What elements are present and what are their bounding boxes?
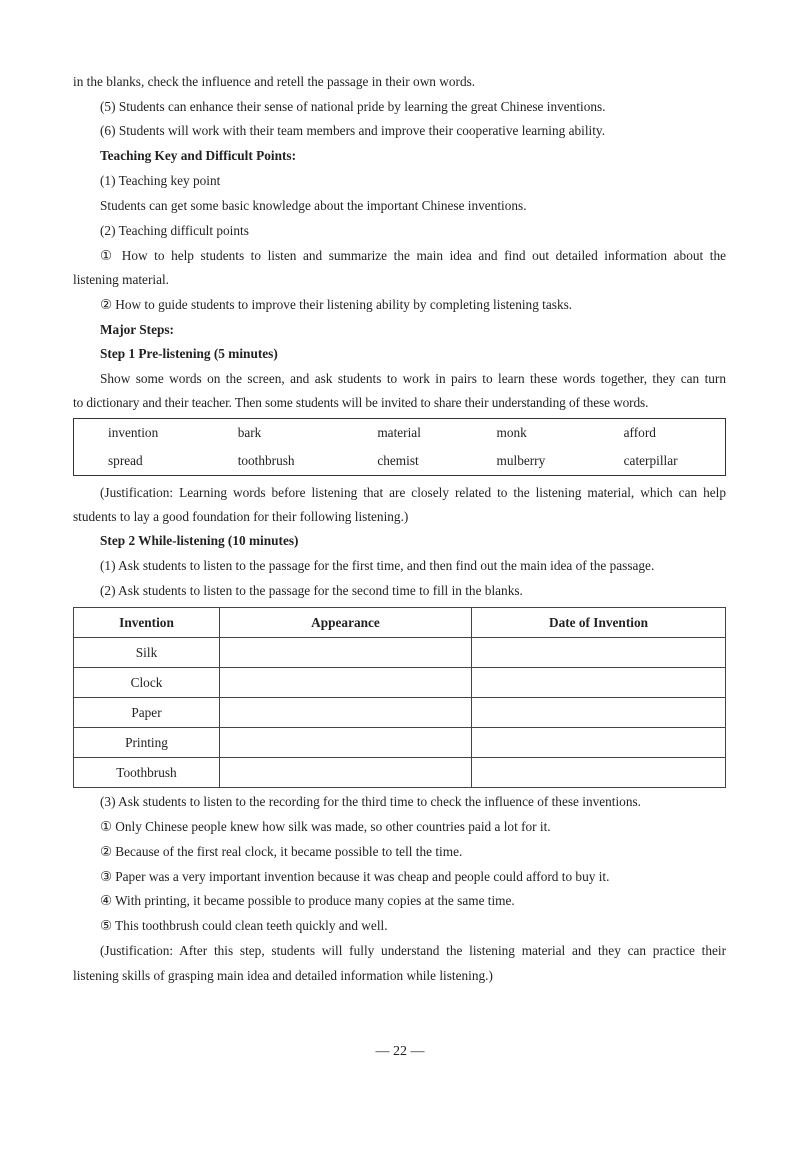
section-heading: Major Steps: — [100, 322, 174, 337]
text-line: (Justification: Learning words before listening that are closely related to the listening material, which can help — [100, 485, 726, 500]
column-header: Invention — [74, 608, 220, 638]
text-line: (1) Ask students to listen to the passage for the first time, and then find out the main idea of the passage. — [100, 558, 655, 573]
table-row — [74, 758, 726, 788]
date-blank[interactable] — [472, 758, 726, 788]
table-row — [74, 698, 726, 728]
vocab-word: chemist — [377, 453, 419, 468]
vocab-word: toothbrush — [237, 453, 295, 468]
vocabulary-table — [73, 418, 726, 476]
vocab-word: bark — [237, 425, 262, 440]
vocab-word: invention — [108, 425, 159, 440]
invention-cell: Clock — [74, 668, 220, 698]
text-line: ③ Paper was a very important invention because it was cheap and people could afford to buy it. — [100, 869, 610, 884]
vocab-word: mulberry — [496, 453, 546, 468]
text-line: ② How to guide students to improve their listening ability by completing listening tasks. — [100, 297, 573, 312]
text-line: ① Only Chinese people knew how silk was made, so other countries paid a lot for it. — [100, 819, 551, 834]
table-row — [74, 419, 726, 448]
text-line: ① How to help students to listen and summarize the main idea and find out detailed information about the — [100, 248, 726, 263]
text-line: to dictionary and their teacher. Then some students will be invited to share their understanding of these words. — [73, 395, 649, 410]
vocab-word: afford — [623, 425, 656, 440]
text-line: (1) Teaching key point — [100, 173, 221, 188]
invention-cell: Toothbrush — [74, 758, 220, 788]
section-heading: Step 2 While-listening (10 minutes) — [100, 533, 299, 548]
text-line: ④ With printing, it became possible to produce many copies at the same time. — [100, 893, 515, 908]
table-row — [74, 728, 726, 758]
section-heading: Step 1 Pre-listening (5 minutes) — [100, 346, 278, 361]
text-line: (5) Students can enhance their sense of national pride by learning the great Chinese inventions. — [100, 99, 606, 114]
table-row — [74, 447, 726, 476]
vocab-word: spread — [108, 453, 143, 468]
table-header-row — [74, 608, 726, 638]
table-row — [74, 668, 726, 698]
text-line: listening material. — [73, 272, 170, 287]
appearance-blank[interactable] — [220, 668, 472, 698]
appearance-blank[interactable] — [220, 638, 472, 668]
appearance-blank[interactable] — [220, 758, 472, 788]
text-line: (2) Teaching difficult points — [100, 223, 249, 238]
vocab-word: caterpillar — [623, 453, 678, 468]
vocab-word: material — [377, 425, 421, 440]
section-heading: Teaching Key and Difficult Points: — [100, 148, 297, 163]
column-header: Appearance — [220, 608, 472, 638]
date-blank[interactable] — [472, 638, 726, 668]
text-line: ⑤ This toothbrush could clean teeth quickly and well. — [100, 918, 388, 933]
table-row — [74, 638, 726, 668]
inventions-table — [73, 607, 726, 788]
date-blank[interactable] — [472, 728, 726, 758]
text-line: Show some words on the screen, and ask students to work in pairs to learn these words together, they can turn — [100, 371, 726, 386]
vocab-word: monk — [496, 425, 527, 440]
text-line: Students can get some basic knowledge about the important Chinese inventions. — [100, 198, 527, 213]
column-header: Date of Invention — [472, 608, 726, 638]
invention-cell: Printing — [74, 728, 220, 758]
invention-cell: Silk — [74, 638, 220, 668]
date-blank[interactable] — [472, 698, 726, 728]
appearance-blank[interactable] — [220, 728, 472, 758]
date-blank[interactable] — [472, 668, 726, 698]
text-line: (Justification: After this step, students will fully understand the listening material and they can practice their — [100, 943, 726, 958]
invention-cell: Paper — [74, 698, 220, 728]
text-line: ② Because of the first real clock, it became possible to tell the time. — [100, 844, 463, 859]
page-number: — 22 — — [375, 1044, 425, 1059]
appearance-blank[interactable] — [220, 698, 472, 728]
text-line: (2) Ask students to listen to the passage for the second time to fill in the blanks. — [100, 583, 523, 598]
text-line: students to lay a good foundation for their following listening.) — [73, 509, 409, 524]
text-line: in the blanks, check the influence and retell the passage in their own words. — [73, 74, 476, 89]
text-line: (6) Students will work with their team members and improve their cooperative learning ability. — [100, 123, 606, 138]
text-line: (3) Ask students to listen to the recording for the third time to check the influence of these inventions. — [100, 794, 641, 809]
text-line: listening skills of grasping main idea and detailed information while listening.) — [73, 968, 493, 983]
